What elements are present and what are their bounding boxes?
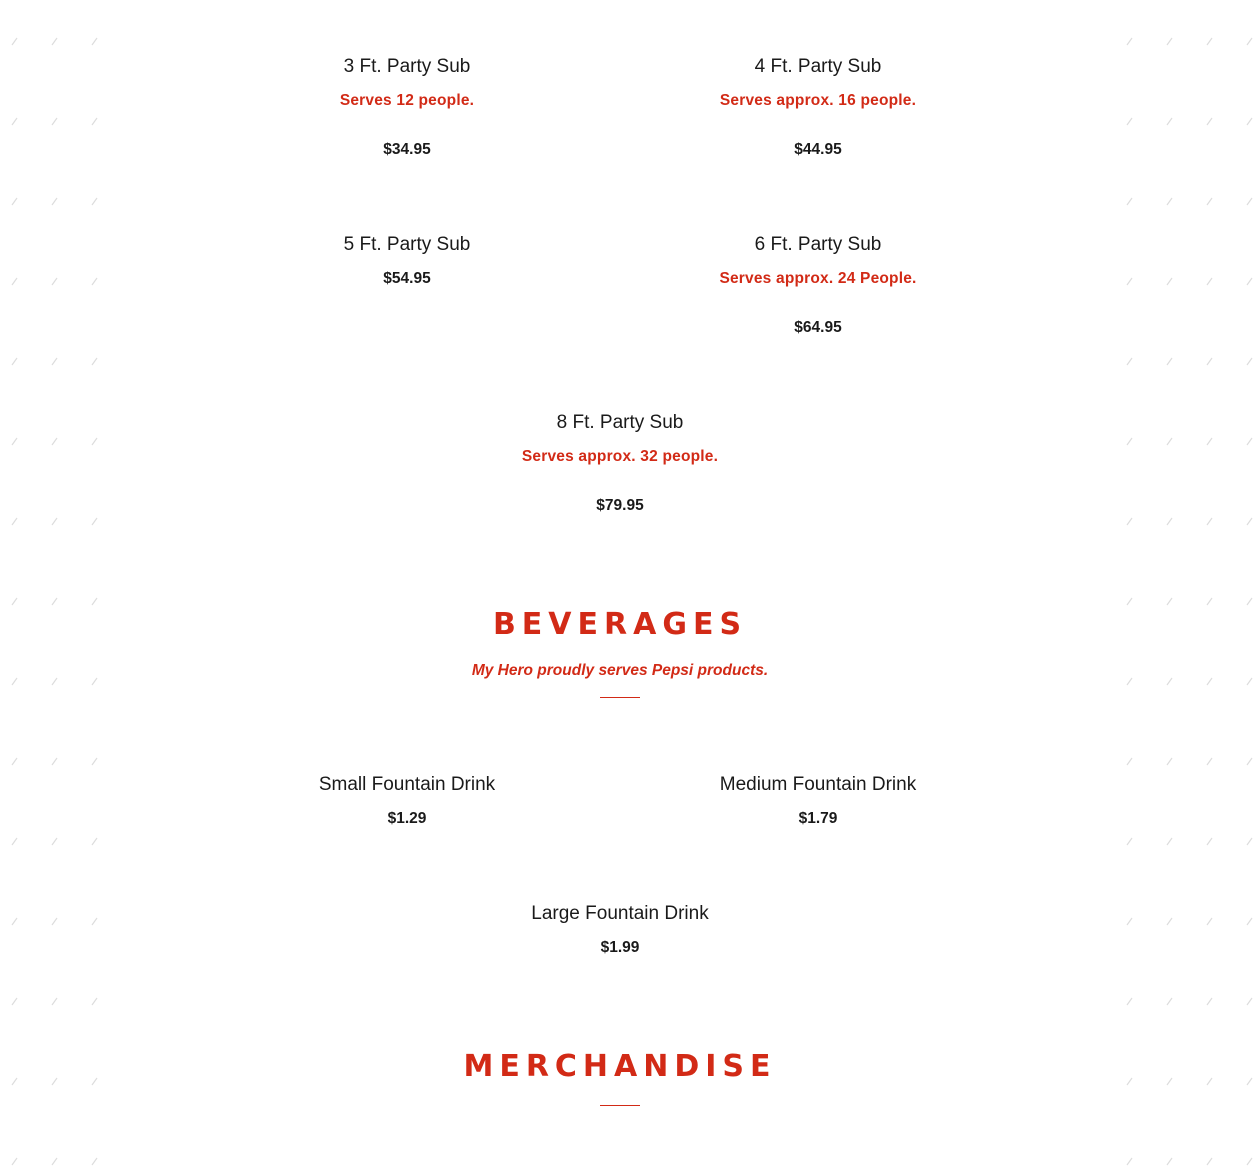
menu-item-8ft-party-sub (420, 411, 820, 516)
menu-item-price: $1.79 (798, 810, 838, 827)
menu-item-name: Large Fountain Drink (531, 903, 709, 924)
section-divider (600, 1105, 640, 1106)
menu-item-name: 4 Ft. Party Sub (754, 56, 882, 77)
menu-item-price: $79.95 (596, 497, 644, 514)
menu-item-large-fountain-drink (420, 902, 820, 958)
menu-item-name: 3 Ft. Party Sub (343, 56, 471, 77)
menu-item-name: Small Fountain Drink (318, 774, 496, 795)
section-divider (600, 697, 640, 698)
menu-item-price: $54.95 (383, 270, 431, 287)
section-title-beverages: BEVERAGES (492, 607, 748, 642)
menu-item-note: Serves approx. 16 people. (719, 92, 917, 109)
menu-item-name: Medium Fountain Drink (719, 774, 917, 795)
background-pattern-left (0, 0, 130, 1172)
menu-item-price: $34.95 (383, 141, 431, 158)
menu-item-note: Serves 12 people. (339, 92, 475, 109)
menu-item-price: $44.95 (794, 141, 842, 158)
menu-item-3ft-party-sub (207, 55, 607, 160)
menu-item-4ft-party-sub (618, 55, 1018, 160)
menu-item-name: 5 Ft. Party Sub (343, 234, 471, 255)
menu-item-small-fountain-drink (207, 773, 607, 829)
menu-item-name: 6 Ft. Party Sub (754, 234, 882, 255)
menu-item-price: $1.29 (387, 810, 427, 827)
menu-item-medium-fountain-drink (618, 773, 1018, 829)
section-subtitle-beverages: My Hero proudly serves Pepsi products. (471, 662, 769, 679)
background-pattern-right (1124, 0, 1254, 1172)
menu-item-note: Serves approx. 32 people. (521, 448, 719, 465)
menu-item-price: $64.95 (794, 319, 842, 336)
menu-item-5ft-party-sub (207, 233, 607, 289)
section-title-merchandise: MERCHANDISE (463, 1049, 777, 1084)
menu-item-name: 8 Ft. Party Sub (556, 412, 684, 433)
menu-item-note: Serves approx. 24 People. (719, 270, 917, 287)
menu-item-6ft-party-sub (618, 233, 1018, 338)
menu-item-price: $1.99 (600, 939, 640, 956)
